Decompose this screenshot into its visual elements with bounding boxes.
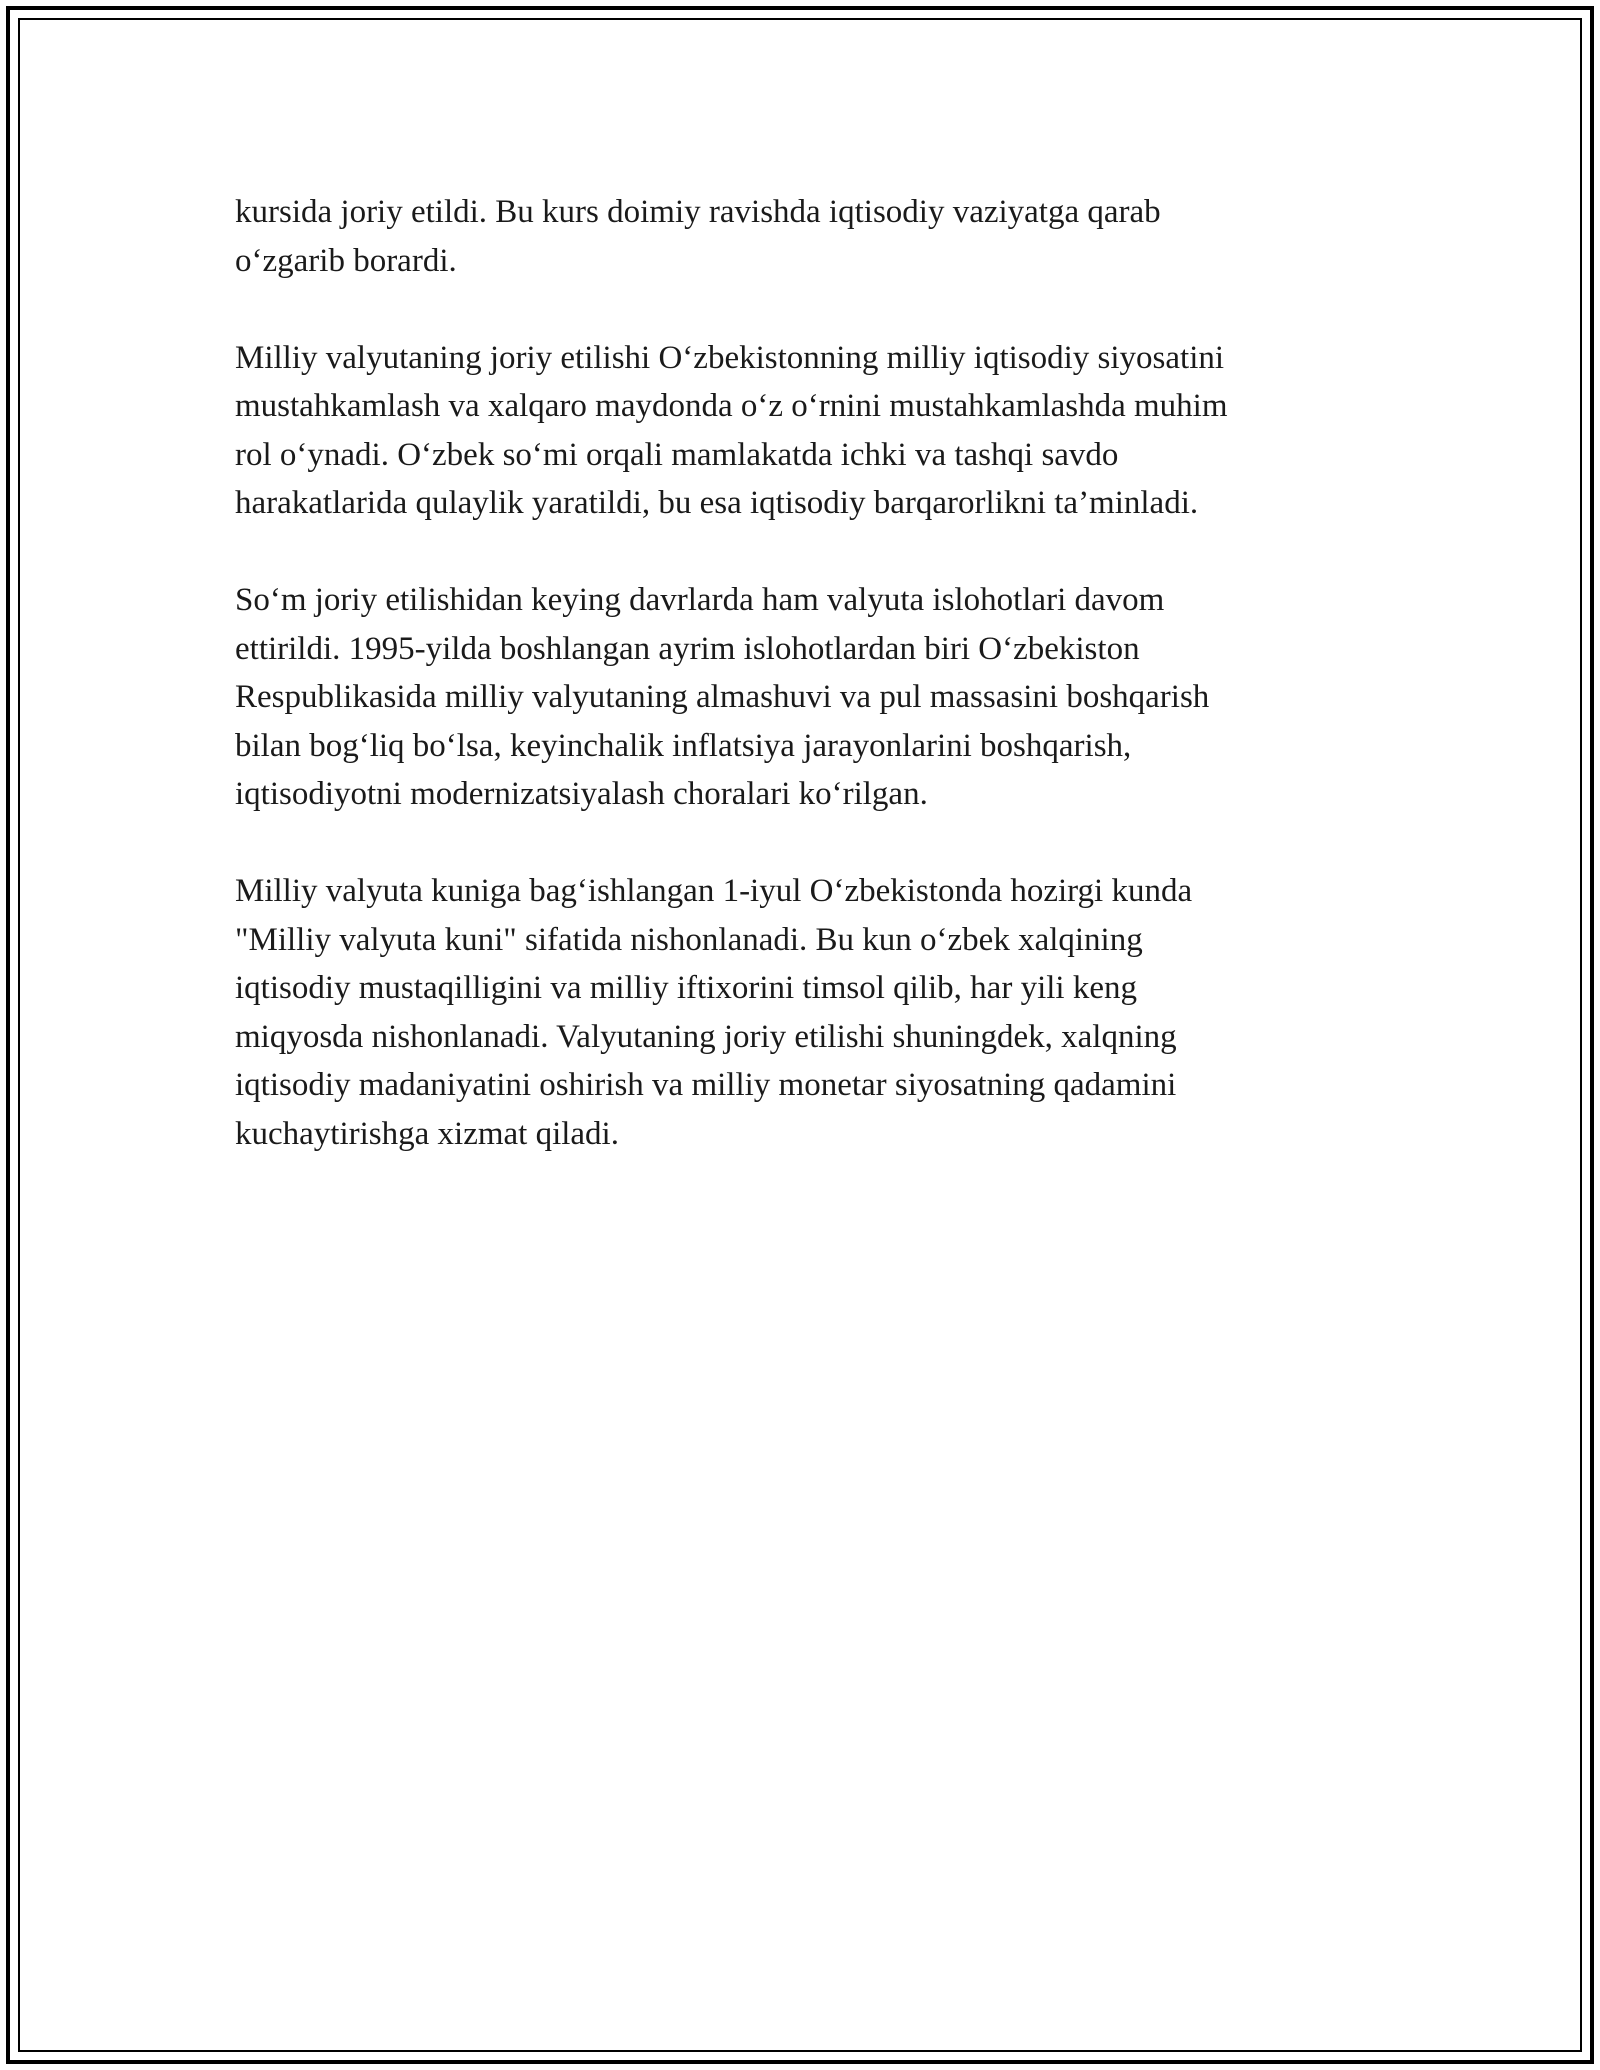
paragraph-1: kursida joriy etildi. Bu kurs doimiy ravishda iqtisodiy vaziyatga qarab o‘zgarib borardi. bbox=[235, 194, 1161, 279]
document-body bbox=[235, 188, 1370, 1207]
paragraph-4: Milliy valyuta kuniga bag‘ishlangan 1-iyul O‘zbekistonda hozirgi kunda "Milliy valyuta kuni" sifatida nishonlanadi. Bu kun o‘zbek xalqining iqtisodiy mustaqilligini va milliy iftixorini timsol qilib, har yili keng miqyosda nishonlanadi. Valyutaning joriy etilishi shuningdek, xalqning iqtisodiy madaniyatini oshirish va milliy monetar siyosatning qadamini kuchaytirishga xizmat qiladi. bbox=[235, 873, 1193, 1152]
paragraph-2: Milliy valyutaning joriy etilishi O‘zbekistonning milliy iqtisodiy siyosatini mustahkamlash va xalqaro maydonda o‘z o‘rnini mustahkamlashda muhim rol o‘ynadi. O‘zbek so‘mi orqali mamlakatda ichki va tashqi savdo harakatlarida qulaylik yaratildi, bu esa iqtisodiy barqarorlikni ta’minladi. bbox=[235, 339, 1228, 521]
paragraph-3: So‘m joriy etilishidan keying davrlarda ham valyuta islohotlari davom ettirildi. 1995-yilda boshlangan ayrim islohotlardan biri O‘zbekiston Respublikasida milliy valyutaning almashuvi va pul massasini boshqarish bilan bog‘liq bo‘lsa, keyinchalik inflatsiya jarayonlarini boshqarish, iqtisodiyotni modernizatsiyalash choralari ko‘rilgan. bbox=[235, 582, 1210, 812]
